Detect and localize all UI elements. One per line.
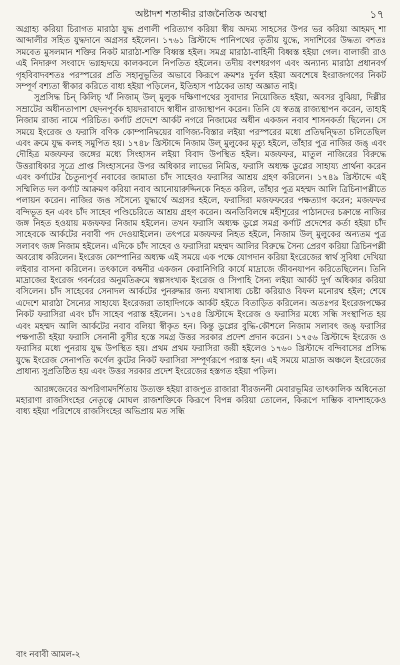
running-title: অষ্টাদশ শতাব্দীর রাজনৈতিক অবস্থা (135, 9, 267, 20)
paragraph-3: আরঙ্গজেবের অপরিণামদর্শিতায় উত্যক্ত হইয়া রাজপুত রাজারা বীরজননী মেবারভূমির তাৎকালিক অধিনেতা মহারাণা রাজসিংহের নেতৃত্বে মোঘল রাজশক্তিকে কিরূপে বিপন্ন করিয়া তোলেন, কিরূপে দাম্ভিক বাদশাহকেও বাধ্য হইয়া পরিশেষে রাজসিংহের অভিপ্রায় মত সন্ধি (16, 383, 386, 417)
paragraph-2: সুপ্রসিদ্ধ চিন্ কিলিচ্ খাঁ নিজাম্ উল্ মুলুক দক্ষিণাপথের সুবাদার নিয়োজিত হইয়া, অবসর বুঝিয়া, দিল্লীর সম্রাটের অধীনতাপাশ ছেদনপূর্বক হায়দরাবাদে স্বাধীন রাজ্যস্থাপন করেন। তিনি যে স্বতন্ত্র রাজ্যস্থাপন করেন, তাহাই নিজাম রাজ্য নামে পরিচিত। কর্ণাট প্রদেশে আর্কট নগরে নিজামের অধীন একজন নবাব শাসনকর্তা ছিলেন। সে সময়ে ইংরেজ ও ফরাসি বণিক কোম্পানিদ্বয়ের বাণিজ্য-বিস্তার লইয়া পরস্পরের মধ্যে প্রতিদ্বন্দ্বিতা চলিতেছিল এবং ক্রমে যুদ্ধ কলহ সমুপিত হয়। ১৭৪৮ খ্রিস্টাব্দে নিজাম উল্ মুলুকের মৃত্যু হইলে, তাঁহার পুত্র নাজির জঙ্ এবং দৌহিত্র মজফফর জঙ্গের মধ্যে সিংহাসন লইয়া বিবাদ উপস্থিত হইল। মজফফর, মাতুল নাজিরের বিরুদ্ধে উত্তরাধিকার সূত্রে প্রাপ্ত সিংহাসনের উপর অধিকার লাভের নিমিত্ত, ফরাসি অধ্যক্ষ ডুপ্লের সাহায্য প্রার্থনা করেন এবং কর্ণাটের চৈতুন্যপূর্ব নবাবের জামাতা চাঁদ সাহেবও ফরাসির আশ্রয় গ্রহণ করিলেন। ১৭৪৯ খ্রিস্টাব্দে এই সম্মিলিত দল কর্ণাট আক্রমণ করিয়া নবাব আনোয়ারুদ্দিনকে নিহত করিল, তাঁহার পুত্র মহম্মদ আলি ত্রিচিনাপল্লীতে পলায়ন করেন। নাজির জঙ সসৈন্যে যুদ্ধার্থে অগ্রসর হইলে, ফরাসিরা মজফফরের পক্ষত্যাগ করেন; মজফফর বন্দিভূত হন এবং চাঁদ সাহেব পণ্ডিচেরিতে আশ্রয় গ্রহণ করেন। অনতিবিলম্বে মহীশূরের পাঠানদের চক্রান্তে নাজির জঙ্গ নিহত হওয়ায় মজফফর নিজাম হইলেন। তখন ফরাসি অধ্যক্ষ ডুপ্লে সমগ্র কর্ণাট প্রদেশের কর্তা হইয়া চাঁদ সাহেবকে আর্কটের নবাবী পদ দেওয়াইলেন। তৎপরে মজফফর নিহত হইলে, নিজাম উল্ মুলুকের অন্যতম পুত্র সলাবৎ জঙ্গ নিজাম হইলেন। এদিকে চাঁদ সাহেব ও ফরাসিরা মহম্মদ আলির বিরুদ্ধে সৈন্য প্রেরণ করিয়া ত্রিচিনপল্লী অবরোধ করিলেন। ইংরেজ কোম্পানির অধ্যক্ষ এই সময়ে এক পক্ষে যোগদান করিয়া ইংরেজের স্বার্থ সুবিধা দেখিয়া লইবার বাসনা করিলেন। তৎকালে কম্বনীর একজন কেরানিগিরি কার্যে মাদ্রাজে জীবনযাপন করিতেছিলেন। তিনি মাদ্রাজের ইংরেজ গবর্নরের অনুমতিক্রমে স্বল্পসংখ্যক ইংরেজ ও সিপাহি সৈন্য লইয়া আর্কট দুর্গ অধিকার করিয়া বসিলেন। চাঁদ সাহেবের সেনাদল আর্কটের পুনরুদ্ধার জন্য যথাসাধ্য চেষ্টা করিয়াও বিফল মনোরথ হইল; শেষে এদেশে মারাঠা সৈন্যের সাহায্যে ইংরেজরা তাহাদিগকে আর্কট হইতে বিতাড়িত করিলেন। অতঃপর ইংরেজপক্ষের নিকট ফরাসিরা এবং চাঁদ সাহেব পরাস্ত হইলেন। ১৭৫৪ খ্রিস্টাব্দে ইংরেজ ও ফরাসির মধ্যে সন্ধি সংস্থাপিত হয় এবং মহম্মদ আলি আর্কটের নবাব বলিয়া স্বীকৃত হন। কিন্তু ডুপ্লের বুদ্ধি-কৌশলে নিজাম সলাবৎ জঙ্ ফরাসির পক্ষপাতী হইয়া ফরাসি সেনানী বুসীর হস্তে সমগ্র উত্তর সরকার প্রদেশ প্রদান করেন। ১৭৫৬ খ্রিস্টাব্দে ইংরেজ ও ফরাসির মধ্যে পুনরায় যুদ্ধ উপস্থিত হয়। প্রথম প্রথম ফরাসিরা জয়ী হইলেও ১৭৬০ খ্রিস্টাব্দে বন্দিবাসের প্রসিদ্ধ যুদ্ধে ইংরেজ সেনাপতি কর্ণেল কুটের নিকট ফরাসিরা সম্পূর্ণরূপে পরাস্ত হন। এই সময়ে মাদ্রাজ অঞ্চলে ইংরেজের প্রাধান্য সুপ্রতিষ্ঠিত হয় এবং উত্তর সরকার প্রদেশ ইংরেজের হস্তগত হইয়া পড়িল। (16, 92, 386, 377)
page-header (16, 6, 386, 24)
page-body (16, 24, 386, 418)
page-number: ১৭ (369, 8, 384, 21)
signature-mark: বাং নবাবী আমল-২ (16, 649, 81, 659)
paragraph-1: অগ্রাহ্য করিয়া চিরাগত মারাঠা যুদ্ধ প্রণালী পরিত্যাগ করিয়া স্বীয় অদম্য সাহসের উপর ভর করিয়া আহমদ্ শা আব্দালীর সহিত যুদ্ধদানে অগ্রসর হইলেন। ১৭৬১ খ্রিস্টাব্দে পানিপথের তৃতীয় যুদ্ধে, সদাশিবের উদ্ধত্য বশতঃ সমবেত মুসলমান শক্তির নিকট মারাঠা-শক্তি বিধ্বস্ত হইল। সমগ্র মারাঠা-বাহিনী বিধ্বস্ত হইয়া গেল। বালাজী রাও এই নিদারুণ সংবাদে ভগ্নহৃদয়ে কালকবলে নিপতিত হইলেন। তদীয় বংশধরগণ এবং অন্যান্য মারাঠা প্রধানবর্গ গৃহবিবাদবশতঃ পরস্পরের প্রতি সহানুভূতির অভাবে কিরূপে ক্রমশঃ দুর্বল হইয়া অবশেষে ইংরাজগণের নিকট সম্পূর্ণ বশ্যতা স্বীকার করিতে বাধ্য হইয়া পড়িলেন, ইতিহাস পাঠকের তাহা অজ্ঞাত নাই। (16, 24, 386, 92)
